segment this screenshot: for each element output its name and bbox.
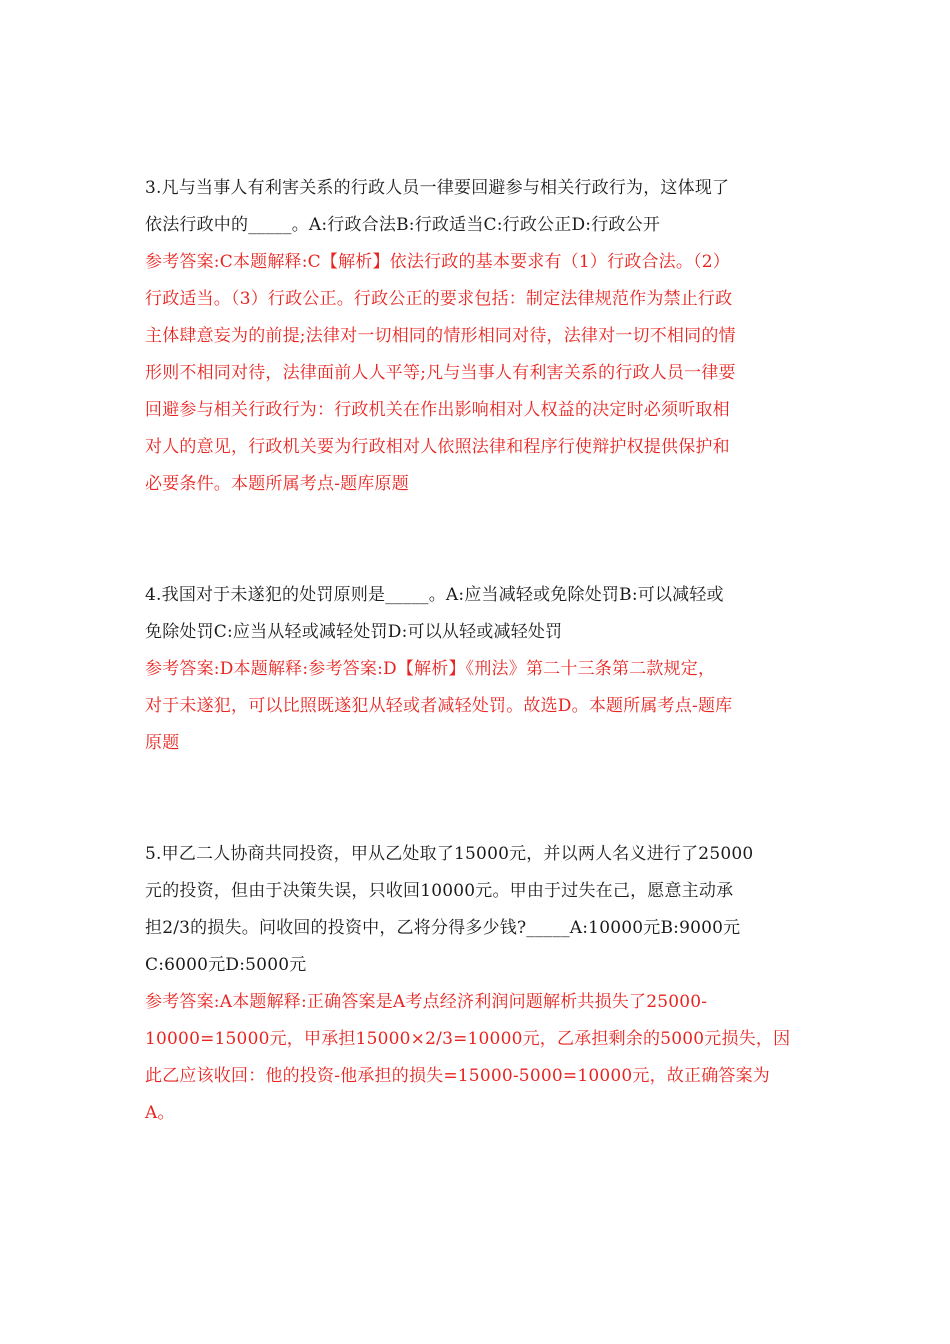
answer-3-line-1: 参考答案:C本题解释:C【解析】依法行政的基本要求有（1）行政合法。（2）: [145, 252, 731, 272]
question-5-line-4: C:6000元D:5000元: [145, 955, 307, 975]
question-5: [145, 836, 805, 1132]
answer-3-line-4: 形则不相同对待，法律面前人人平等;凡与当事人有利害关系的行政人员一律要: [145, 363, 736, 383]
question-4-line-2: 免除处罚C:应当从轻或减轻处罚D:可以从轻或减轻处罚: [145, 622, 563, 642]
answer-5-line-2: 10000=15000元，甲承担15000×2/3=10000元，乙承担剩余的5000元损失，因: [145, 1029, 791, 1049]
question-4: [145, 577, 805, 762]
answer-3-line-6: 对人的意见，行政机关要为行政相对人依照法律和程序行使辩护权提供保护和: [145, 437, 730, 457]
question-3: [145, 170, 805, 503]
question-5-line-3: 担2/3的损失。问收回的投资中，乙将分得多少钱?_____A:10000元B:9000元: [145, 918, 741, 938]
answer-4-line-3: 原题: [145, 733, 180, 753]
answer-3-line-3: 主体肆意妄为的前提;法律对一切相同的情形相同对待，法律对一切不相同的情: [145, 326, 736, 346]
answer-5-line-1: 参考答案:A本题解释:正确答案是A考点经济利润问题解析共损失了25000-: [145, 992, 708, 1012]
answer-3-line-2: 行政适当。（3）行政公正。行政公正的要求包括：制定法律规范作为禁止行政: [145, 289, 733, 309]
answer-4-line-2: 对于未遂犯，可以比照既遂犯从轻或者减轻处罚。故选D。本题所属考点-题库: [145, 696, 733, 716]
question-4-line-1: 4.我国对于未遂犯的处罚原则是_____。A:应当减轻或免除处罚B:可以减轻或: [145, 585, 724, 605]
answer-3-line-7: 必要条件。本题所属考点-题库原题: [145, 474, 409, 494]
answer-5-line-4: A。: [145, 1103, 175, 1123]
question-5-line-1: 5.甲乙二人协商共同投资，甲从乙处取了15000元，并以两人名义进行了25000: [145, 844, 754, 864]
question-3-line-2: 依法行政中的_____。A:行政合法B:行政适当C:行政公正D:行政公开: [145, 215, 661, 235]
answer-3-line-5: 回避参与相关行政行为：行政机关在作出影响相对人权益的决定时必须听取相: [145, 400, 730, 420]
answer-4-line-1: 参考答案:D本题解释:参考答案:D【解析】《刑法》第二十三条第二款规定，: [145, 659, 716, 679]
question-3-line-1: 3.凡与当事人有利害关系的行政人员一律要回避参与相关行政行为，这体现了: [145, 178, 730, 198]
answer-5-line-3: 此乙应该收回：他的投资-他承担的损失=15000-5000=10000元，故正确答案为: [145, 1066, 770, 1086]
question-5-line-2: 元的投资，但由于决策失误，只收回10000元。甲由于过失在己，愿意主动承: [145, 881, 734, 901]
